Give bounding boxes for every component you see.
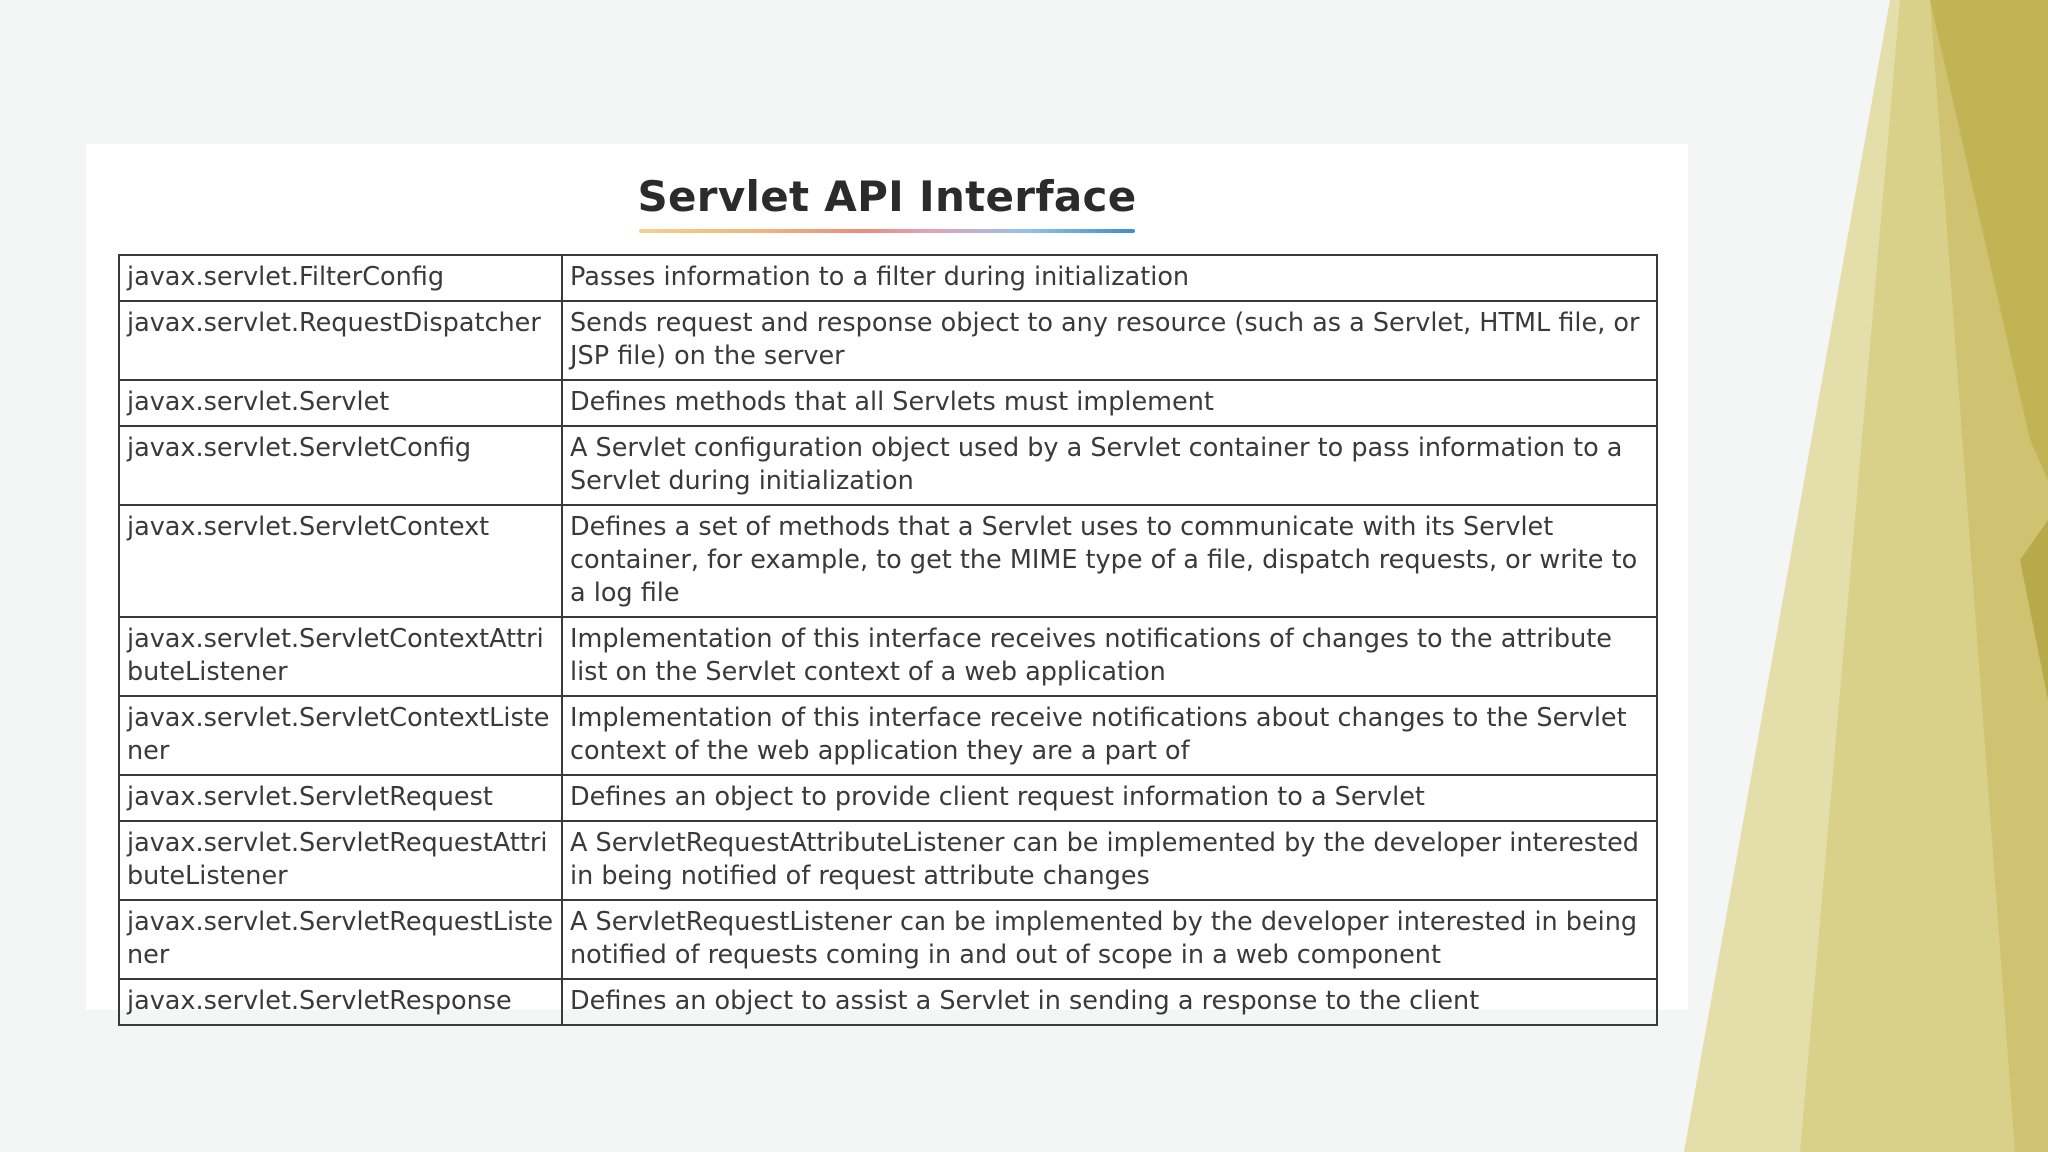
table-row	[119, 301, 1657, 380]
interface-name-cell: javax.servlet.ServletContext	[119, 505, 562, 617]
interface-name-cell: javax.servlet.ServletRequestAttributeListener	[119, 821, 562, 900]
interface-description-cell: A Servlet configuration object used by a Servlet container to pass information to a Servlet during initialization	[562, 426, 1657, 505]
table-row	[119, 505, 1657, 617]
servlet-api-table	[118, 254, 1658, 1026]
table-row	[119, 979, 1657, 1025]
interface-description-cell: Sends request and response object to any resource (such as a Servlet, HTML file, or JSP file) on the server	[562, 301, 1657, 380]
deco-shape-edge	[2020, 520, 2048, 700]
interface-name-cell: javax.servlet.RequestDispatcher	[119, 301, 562, 380]
interface-name-cell: javax.servlet.ServletResponse	[119, 979, 562, 1025]
interface-name-cell: javax.servlet.Servlet	[119, 380, 562, 426]
deco-shape-light	[1800, 0, 2048, 1152]
interface-name-cell: javax.servlet.ServletConfig	[119, 426, 562, 505]
interface-name-cell: javax.servlet.ServletRequest	[119, 775, 562, 821]
interface-description-cell: A ServletRequestAttributeListener can be implemented by the developer interested in being notified of request attribute changes	[562, 821, 1657, 900]
table-row	[119, 255, 1657, 301]
interface-description-cell: A ServletRequestListener can be implemented by the developer interested in being notified of requests coming in and out of scope in a web component	[562, 900, 1657, 979]
content-panel	[86, 144, 1688, 1016]
interface-name-cell: javax.servlet.ServletRequestListener	[119, 900, 562, 979]
table-body	[119, 255, 1657, 1025]
interface-description-cell: Defines methods that all Servlets must implement	[562, 380, 1657, 426]
table-row	[119, 775, 1657, 821]
interface-name-cell: javax.servlet.FilterConfig	[119, 255, 562, 301]
deco-shape-dark	[1930, 0, 2048, 480]
table-row	[119, 821, 1657, 900]
title-container	[86, 172, 1688, 233]
title-underline	[639, 229, 1134, 233]
deco-shape-mid	[1930, 0, 2048, 1152]
table-row	[119, 426, 1657, 505]
table-row	[119, 380, 1657, 426]
deco-shape-pale	[1684, 0, 2048, 1152]
interface-name-cell: javax.servlet.ServletContextAttributeListener	[119, 617, 562, 696]
slide-title-text: Servlet API Interface	[637, 172, 1137, 221]
interface-description-cell: Defines an object to assist a Servlet in sending a response to the client	[562, 979, 1657, 1025]
slide-title	[637, 172, 1136, 233]
interface-description-cell: Implementation of this interface receive notifications about changes to the Servlet context of the web application they are a part of	[562, 696, 1657, 775]
interface-description-cell: Passes information to a filter during initialization	[562, 255, 1657, 301]
table-row	[119, 900, 1657, 979]
table-row	[119, 696, 1657, 775]
interface-description-cell: Implementation of this interface receives notifications of changes to the attribute list on the Servlet context of a web application	[562, 617, 1657, 696]
interface-name-cell: javax.servlet.ServletContextListener	[119, 696, 562, 775]
table-row	[119, 617, 1657, 696]
interface-description-cell: Defines an object to provide client request information to a Servlet	[562, 775, 1657, 821]
interface-description-cell: Defines a set of methods that a Servlet uses to communicate with its Servlet container, for example, to get the MIME type of a file, dispatch requests, or write to a log file	[562, 505, 1657, 617]
